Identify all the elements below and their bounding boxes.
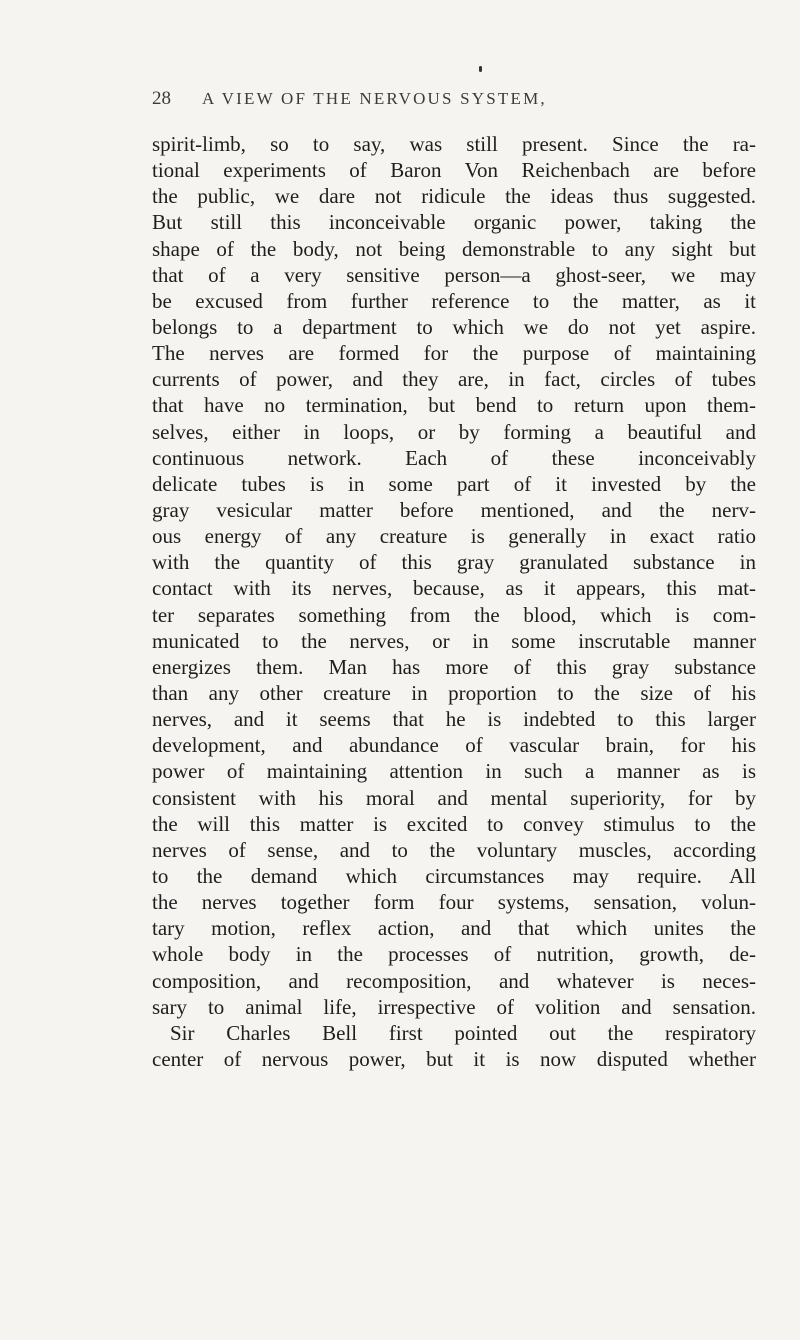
text-line: contact with its nerves, because, as it appears, this mat- [152, 576, 756, 601]
body-text [152, 131, 756, 1072]
text-line: Sir Charles Bell first pointed out the respiratory [170, 1020, 756, 1045]
text-line: tional experiments of Baron Von Reichenbach are before [152, 158, 756, 183]
text-line: that have no termination, but bend to return upon them- [152, 393, 756, 418]
running-head [152, 88, 752, 122]
text-line: The nerves are formed for the purpose of maintaining [152, 341, 756, 366]
text-line: municated to the nerves, or in some inscrutable manner [152, 628, 756, 653]
text-line: the will this matter is excited to convey stimulus to the [152, 811, 756, 836]
text-line: spirit-limb, so to say, was still present. Since the ra- [152, 132, 756, 156]
text-line: that of a very sensitive person—a ghost-seer, we may [152, 262, 756, 287]
text-line: gray vesicular matter before mentioned, and the nerv- [152, 497, 756, 522]
text-line: consistent with his moral and mental superiority, for by [152, 785, 756, 810]
text-line: than any other creature in proportion to the size of his [152, 680, 756, 705]
text-line: nerves, and it seems that he is indebted to this larger [152, 707, 756, 732]
text-line: ter separates something from the blood, which is com- [152, 602, 756, 627]
text-line: development, and abundance of vascular brain, for his [152, 733, 756, 758]
text-line: ous energy of any creature is generally in exact ratio [152, 524, 756, 549]
text-line: energizes them. Man has more of this gray substance [152, 654, 756, 679]
text-line: But still this inconceivable organic power, taking the [152, 210, 756, 235]
text-line: tary motion, reflex action, and that which unites the [152, 916, 756, 941]
text-line: sary to animal life, irrespective of volition and sensation. [152, 994, 756, 1019]
text-line: power of maintaining attention in such a manner as is [152, 759, 756, 784]
text-line: center of nervous power, but it is now disputed whether [152, 1046, 756, 1071]
text-line: delicate tubes is in some part of it invested by the [152, 471, 756, 496]
text-line: with the quantity of this gray granulated substance in [152, 550, 756, 575]
ink-speck [479, 66, 482, 72]
text-line: shape of the body, not being demonstrable to any sight but [152, 236, 756, 261]
text-line: selves, either in loops, or by forming a beautiful and [152, 419, 756, 444]
text-line: to the demand which circumstances may require. All [152, 863, 756, 888]
text-line: be excused from further reference to the matter, as it [152, 288, 756, 313]
text-line: nerves of sense, and to the voluntary muscles, according [152, 837, 756, 862]
page-number: 28 [152, 88, 171, 109]
text-line: the nerves together form four systems, sensation, volun- [152, 890, 756, 915]
text-line: currents of power, and they are, in fact, circles of tubes [152, 367, 756, 392]
text-line: whole body in the processes of nutrition, growth, de- [152, 942, 756, 967]
text-line: the public, we dare not ridicule the ideas thus suggested. [152, 184, 756, 209]
text-line: continuous network. Each of these inconceivably [152, 445, 756, 470]
text-line: composition, and recomposition, and whatever is neces- [152, 968, 756, 993]
text-line: belongs to a department to which we do not yet aspire. [152, 314, 756, 339]
running-title: A VIEW OF THE NERVOUS SYSTEM, [202, 89, 547, 108]
